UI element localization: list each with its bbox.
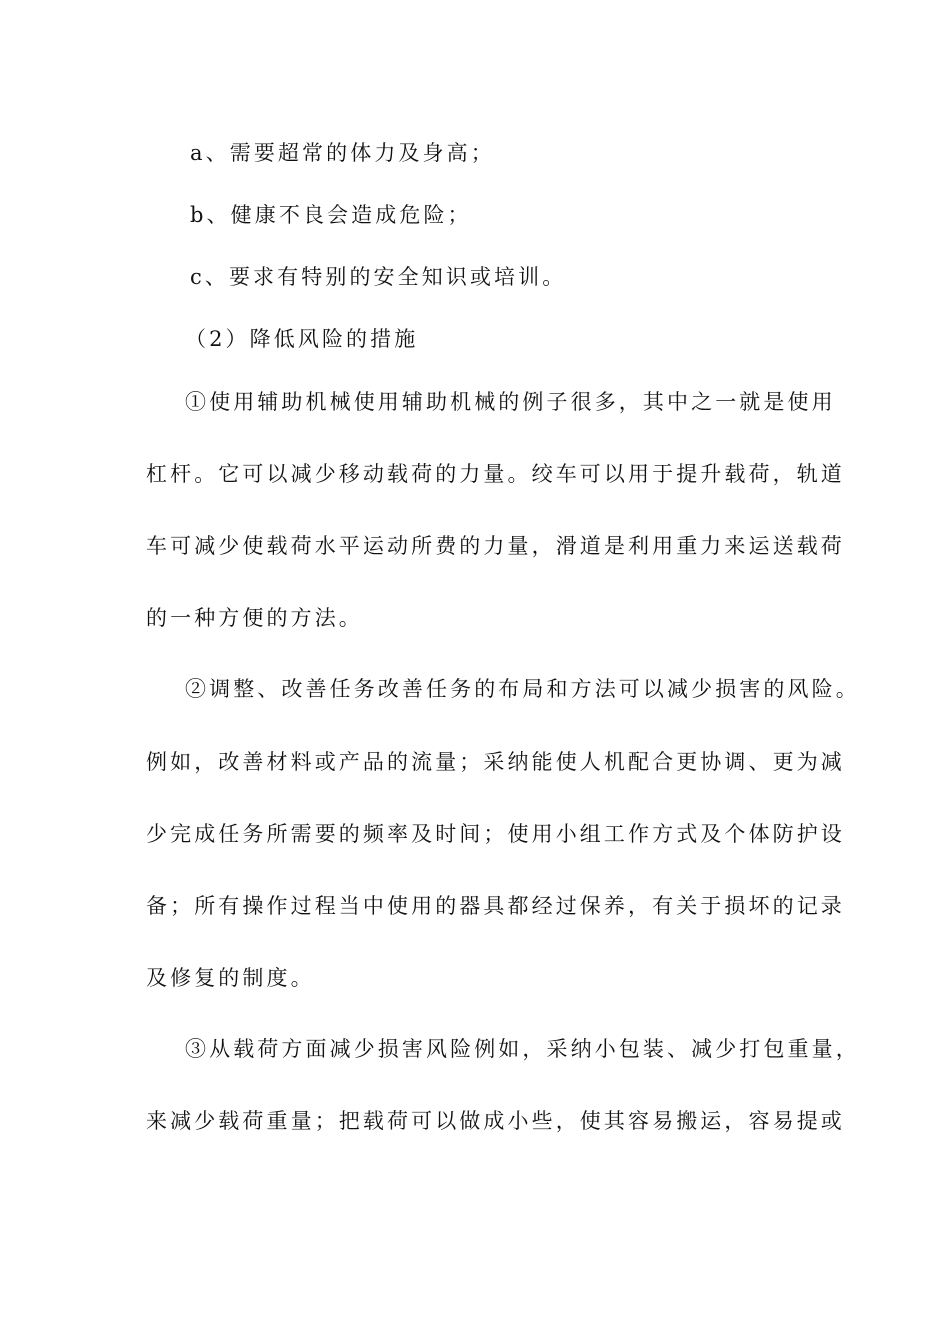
text-line-10: 例如，改善材料或产品的流量；采纳能使人机配合更协调、更为减	[146, 750, 845, 774]
text-line-12: 备；所有操作过程当中使用的器具都经过保养，有关于损坏的记录	[146, 894, 845, 918]
text-line-15: 来减少载荷重量；把载荷可以做成小些，使其容易搬运，容易提或	[146, 1109, 845, 1133]
text-line-2: b、健康不良会造成危险；	[190, 203, 472, 227]
text-line-8: 的一种方便的方法。	[146, 606, 363, 630]
text-line-3: c、要求有特别的安全知识或培训。	[190, 265, 567, 289]
text-line-1: a、需要超常的体力及身高；	[190, 141, 495, 165]
text-line-9: ②调整、改善任务改善任务的布局和方法可以减少损害的风险。	[185, 677, 860, 701]
text-line-5: ①使用辅助机械使用辅助机械的例子很多，其中之一就是使用	[185, 390, 836, 414]
text-line-7: 车可减少使载荷水平运动所费的力量，滑道是利用重力来运送载荷	[146, 534, 845, 558]
text-line-13: 及修复的制度。	[146, 966, 315, 990]
text-line-11: 少完成任务所需要的频率及时间；使用小组工作方式及个体防护设	[146, 822, 845, 846]
text-line-14: ③从载荷方面减少损害风险例如，采纳小包装、减少打包重量，	[185, 1037, 860, 1061]
text-line-6: 杠杆。它可以减少移动载荷的力量。绞车可以用于提升载荷，轨道	[146, 462, 845, 486]
section-heading: （2）降低风险的措施	[185, 327, 419, 351]
